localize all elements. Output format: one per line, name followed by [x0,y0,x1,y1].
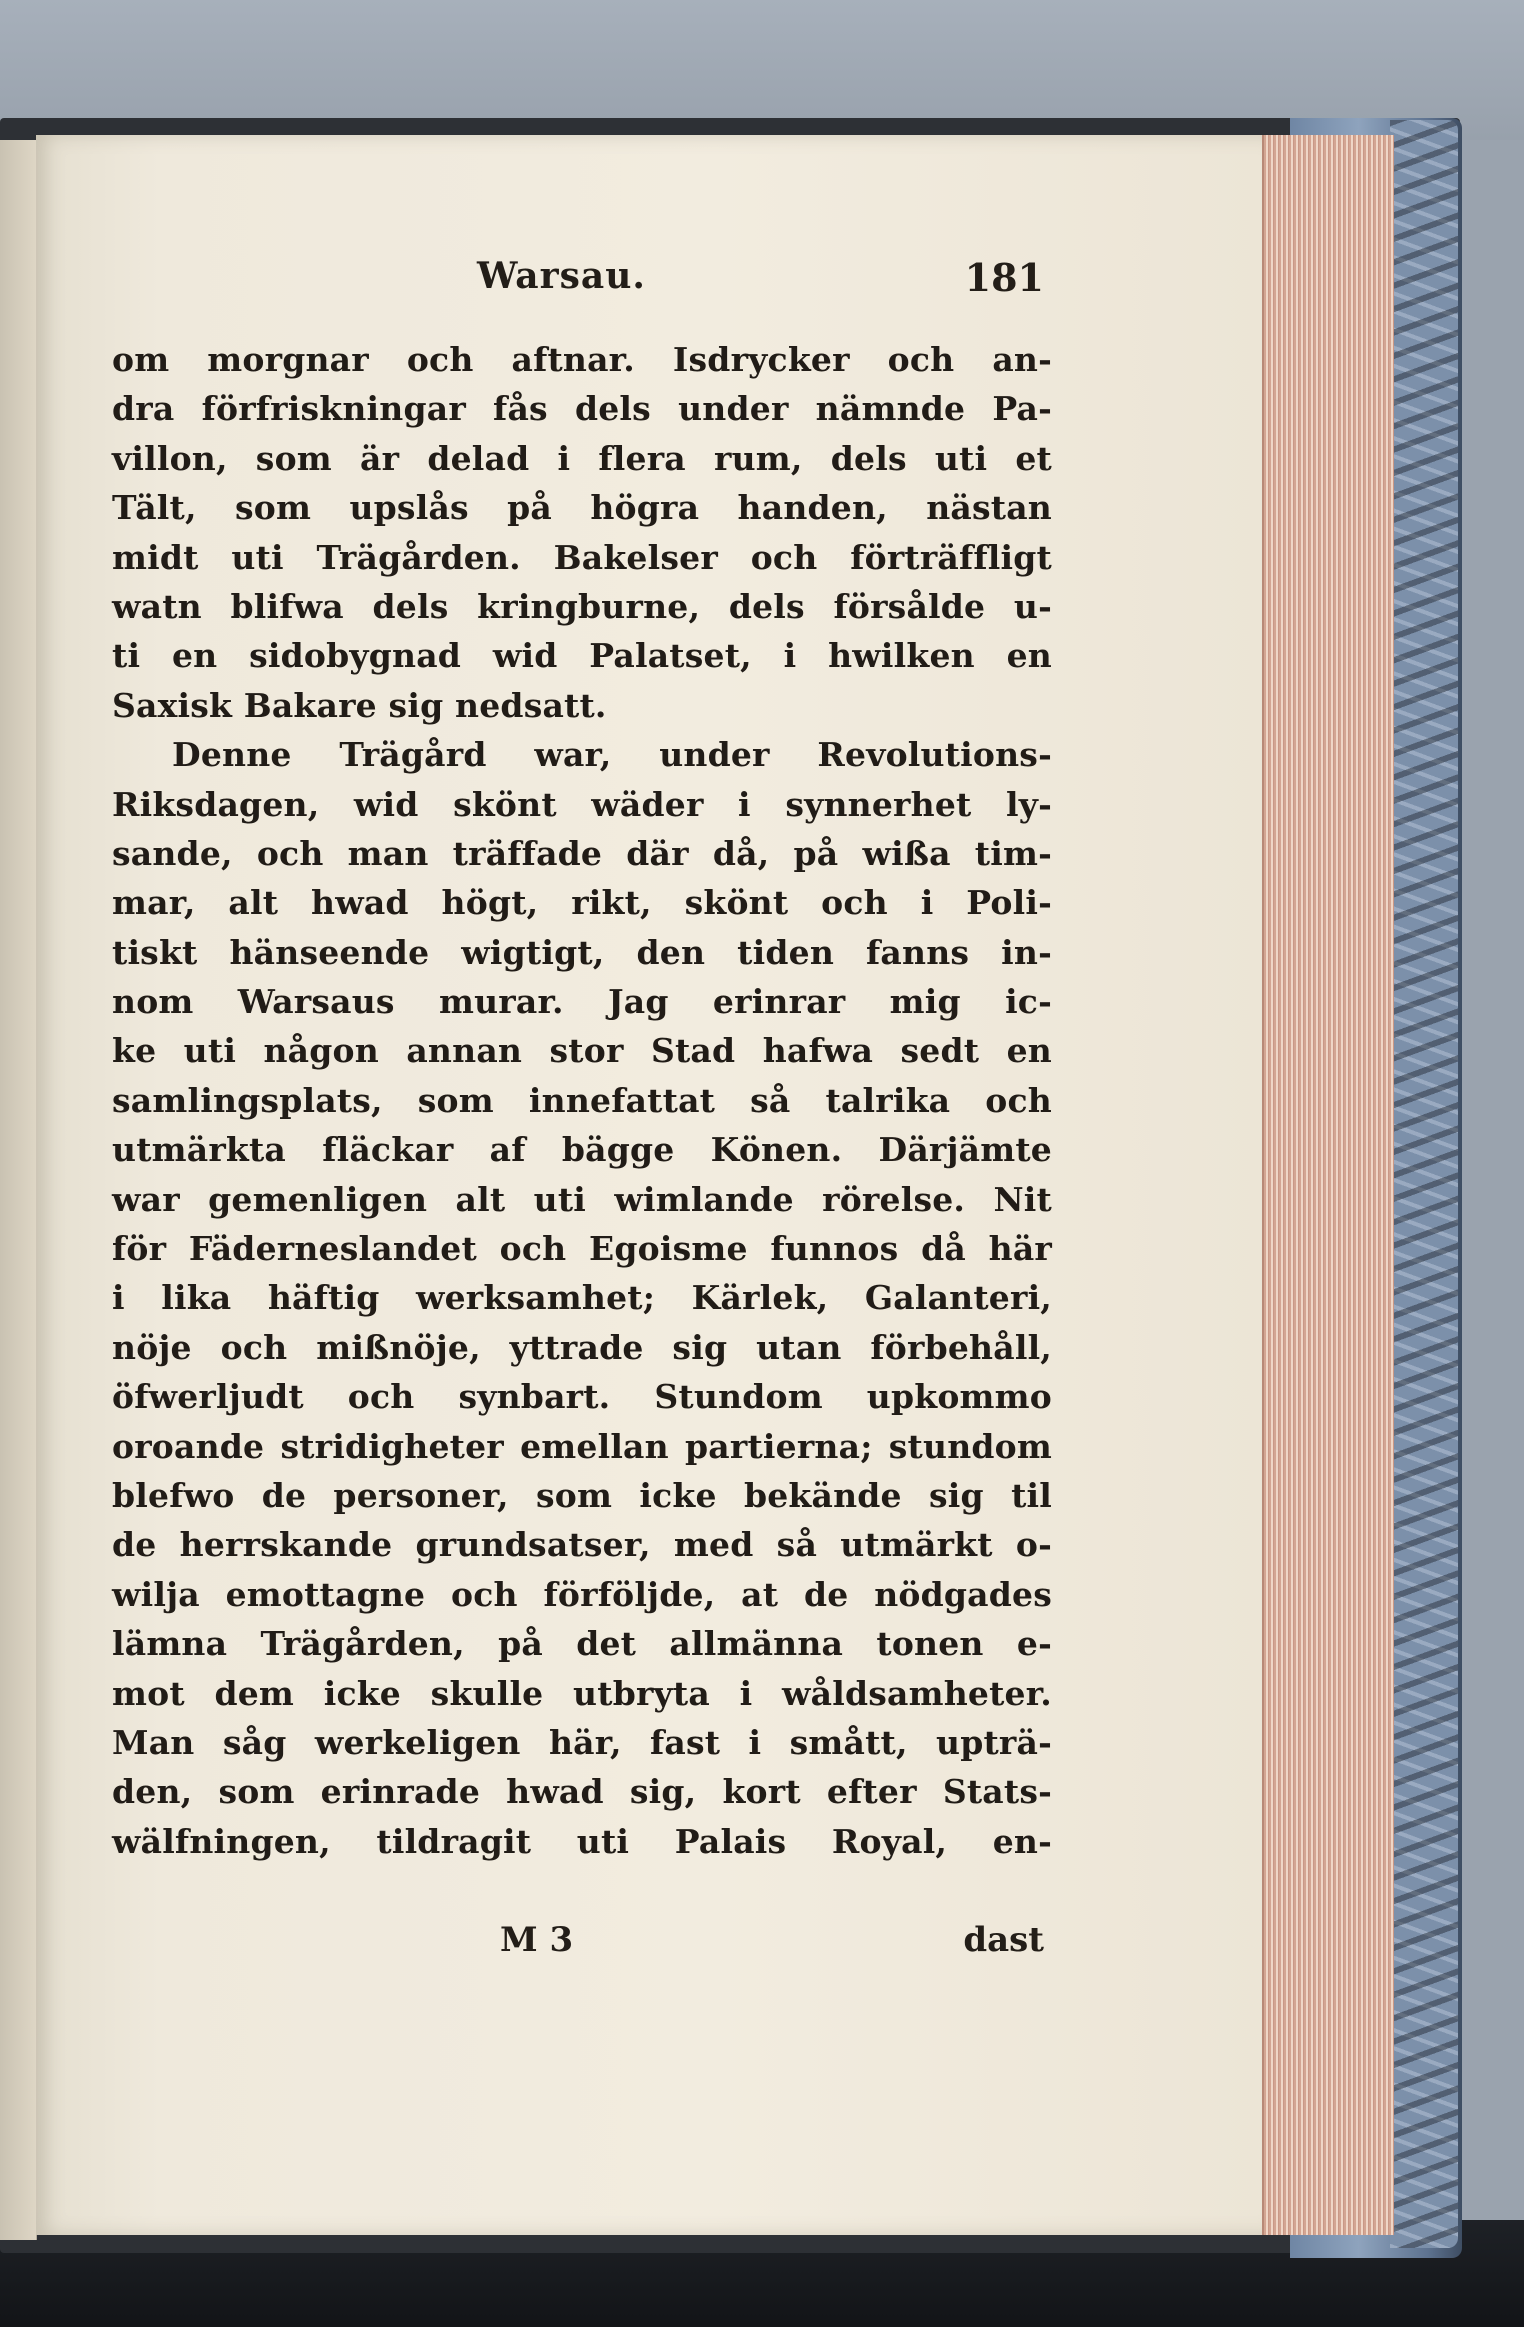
running-head-title: Warsau. [477,255,646,297]
text-line: ti en sidobygnad wid Palatset, i hwilken en [112,636,1052,676]
running-head [112,255,1044,315]
text-line: Man såg werkeligen här, fast i smått, upträ- [112,1722,1052,1762]
text-line: villon, som är delad i flera rum, dels uti et [112,438,1052,478]
text-line: ke uti någon annan stor Stad hafwa sedt en [112,1031,1052,1071]
page-edges [1262,135,1394,2235]
catchword: dast [963,1920,1044,1960]
text-line: i lika häftig werksamhet; Kärlek, Galanteri, [112,1278,1052,1318]
text-line: nom Warsaus murar. Jag erinrar mig ic- [112,982,1052,1022]
text-line: oroande stridigheter emellan partierna; stundom [112,1426,1052,1466]
text-line: utmärkta fläckar af bägge Könen. Därjämte [112,1130,1052,1170]
text-line: wälfningen, tildragit uti Palais Royal, en- [112,1821,1052,1861]
body-text [112,335,1052,1866]
text-line: om morgnar och aftnar. Isdrycker och an- [112,340,1052,379]
signature-mark: M 3 [500,1920,574,1960]
facing-page-edge [0,140,37,2240]
text-line: samlingsplats, som innefattat så talrika och [112,1080,1052,1120]
text-line: lämna Trägården, på det allmänna tonen e- [112,1624,1052,1664]
text-line: blefwo de personer, som icke bekände sig til [112,1475,1052,1515]
text-line: Riksdagen, wid skönt wäder i synnerhet ly- [112,784,1052,824]
text-line: de herrskande grundsatser, med så utmärkt o- [112,1525,1052,1565]
page-number: 181 [964,255,1044,300]
text-line: wilja emottagne och förföljde, at de nödgades [112,1574,1052,1614]
text-line: midt uti Trägården. Bakelser och förträffligt [112,537,1052,577]
page-footer [112,1920,1044,1975]
text-line: mar, alt hwad högt, rikt, skönt och i Poli- [112,883,1052,923]
text-line: den, som erinrade hwad sig, kort efter Stats- [112,1772,1052,1812]
text-line: öfwerljudt och synbart. Stundom upkommo [112,1377,1052,1417]
text-line: för Fäderneslandet och Egoisme funnos då här [112,1229,1052,1269]
text-line: mot dem icke skulle utbryta i wåldsamheter. [112,1673,1052,1713]
text-line: Denne Trägård war, under Revolutions- [172,735,1052,775]
text-line: watn blifwa dels kringburne, dels försålde u- [112,586,1052,626]
marbled-cover [1390,120,1458,2248]
text-line: sande, och man träffade där då, på wißa tim- [112,833,1052,873]
text-line: nöje och mißnöje, yttrade sig utan förbehåll, [112,1327,1052,1367]
text-line: tiskt hänseende wigtigt, den tiden fanns in- [112,932,1052,972]
text-line: Saxisk Bakare sig nedsatt. [112,685,607,725]
text-line: dra förfriskningar fås dels under nämnde Pa- [112,389,1052,429]
text-line: Tält, som upslås på högra handen, nästan [112,488,1052,528]
text-line: war gemenligen alt uti wimlande rörelse. Nit [112,1179,1052,1219]
